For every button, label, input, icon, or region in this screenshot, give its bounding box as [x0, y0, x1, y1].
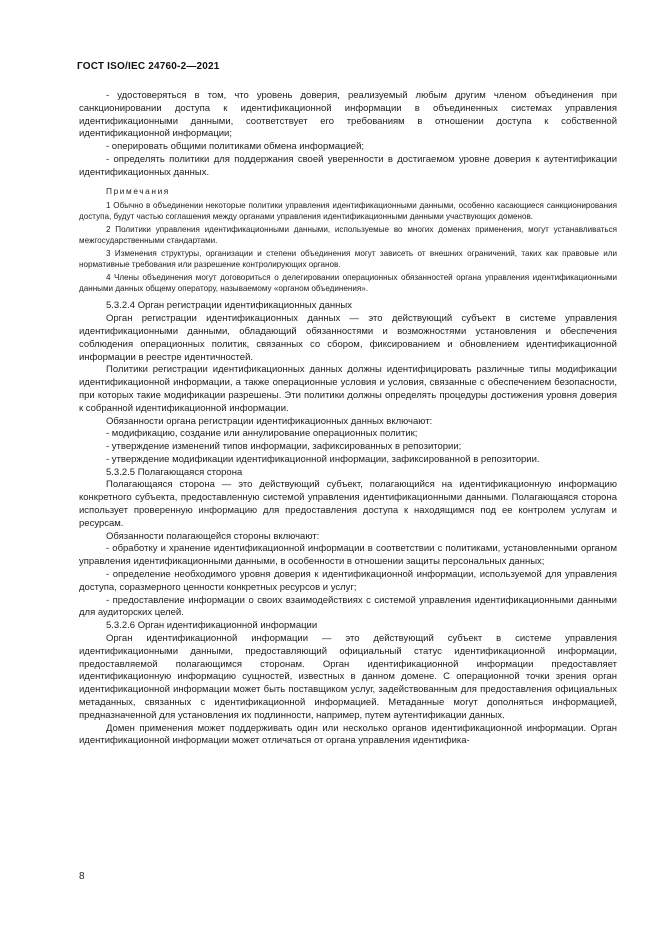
- list-item: - определять политики для поддержания своей уверенности в достигаемом уровне доверия к аутентификации идентификационных данных.: [79, 153, 617, 178]
- list-item: - модификацию, создание или аннулирование операционных политик;: [106, 428, 418, 440]
- paragraph: Полагающаяся сторона — это действующий субъект, полагающийся на идентификационную информацию конкретного субъекта, предоставленную системой управления идентификационными данными. Полагающаяся сторона использует проверенную информацию для предоставления доступа к находящимся под ее контролем услугам и ресурсам.: [79, 479, 617, 529]
- list-item: - утверждение модификации идентификационной информации, зафиксированной в репозитории.: [106, 453, 540, 465]
- section-heading-5-3-2-5: 5.3.2.5 Полагающаяся сторона: [106, 466, 243, 478]
- note-1: 1 Обычно в объединении некоторые политики управления идентификационными данными, особенно касающиеся санкционирования доступа, будут частью соглашения между органами управления идентификационными данными участвующих доменов.: [79, 200, 617, 221]
- paragraph: Обязанности органа регистрации идентификационных данных включают:: [106, 415, 433, 427]
- paragraph: Обязанности полагающейся стороны включают:: [106, 530, 320, 542]
- note-4: 4 Члены объединения могут договориться о делегировании операционных обязанностей органа управления идентификационными данными данных общему оператору, называемому «органом объединения».: [79, 273, 617, 294]
- document-header: ГОСТ ISO/IEC 24760-2—2021: [77, 61, 220, 72]
- list-item: - обработку и хранение идентификационной информации в соответствии с политиками, установленными органом управления идентификационными данными, в особенности в отношении защиты персональных данных;: [79, 543, 617, 568]
- main-text: [79, 90, 617, 748]
- paragraph: Орган регистрации идентификационных данных — это действующий субъект в системе управления идентификационными данными, обладающий обязанностями и возможностями установления и обеспечения соблюдения операционных политик, связанных со сбором, фиксированием и обновлением идентификационной информации в реестре идентичностей.: [79, 313, 617, 363]
- list-item: - предоставление информации о своих взаимодействиях с системой управления идентификационными данными для аудиторских целей.: [79, 594, 617, 619]
- section-heading-5-3-2-6: 5.3.2.6 Орган идентификационной информации: [106, 620, 318, 632]
- list-item: - определение необходимого уровня доверия к идентификационной информации, используемой для управления доступа, соразмерного ценности конкретных ресурсов и услуг;: [79, 569, 617, 593]
- section-heading-5-3-2-4: 5.3.2.4 Орган регистрации идентификационных данных: [106, 300, 352, 312]
- paragraph: Политики регистрации идентификационных данных должны идентифицировать различные типы модификации идентификационной информации, а также операционные условия и условия, связанные с обеспечением безопасности, при которых такие модификации разрешены. Эти политики должны определять процедуры достижения уровня доверия к собранной идентификационной информации.: [79, 364, 617, 414]
- notes-heading: Примечания: [106, 185, 170, 196]
- list-item: - утверждение изменений типов информации, зафиксированных в репозитории;: [106, 441, 462, 453]
- list-item: - удостоверяться в том, что уровень доверия, реализуемый любым другим членом объединения при санкционировании доступа к идентификационной информации в объединенных системах управления идентификационными данными, соответствует его требованиям в отношении доступа к собственной идентификационной информации;: [79, 90, 617, 140]
- note-2: 2 Политики управления идентификационными данными, используемые во многих доменах применения, могут устанавливаться межгосударственными стандартами.: [79, 224, 617, 245]
- paragraph: Орган идентификационной информации — это действующий субъект в системе управления идентификационными данными, предоставляющий официальный статус идентификационной информации, предоставляемой полагающимся сторонам. Орган идентификационной информации предоставляет идентификационную информацию сущностей, известных в данном домене. С операционной точки зрения орган идентификационной информации может быть поставщиком услуг, задействованным для предоставления официальных метаданных, связанных с идентификационной информацией. Метаданные могут дополняться информацией, предназначенной для установления их подлинности, например, путем аутентификации данных.: [79, 633, 617, 721]
- list-item: - оперировать общими политиками обмена информацией;: [106, 141, 365, 153]
- note-3: 3 Изменения структуры, организации и степени объединения могут зависеть от внешних ограничений, таких как правовые или нормативные требования или разрешение контролирующих органов.: [79, 248, 617, 270]
- page-number: 8: [79, 871, 85, 882]
- paragraph: Домен применения может поддерживать один или несколько органов идентификационной информации. Орган идентификационной информации может отличаться от органа управления идентифика-: [79, 722, 617, 747]
